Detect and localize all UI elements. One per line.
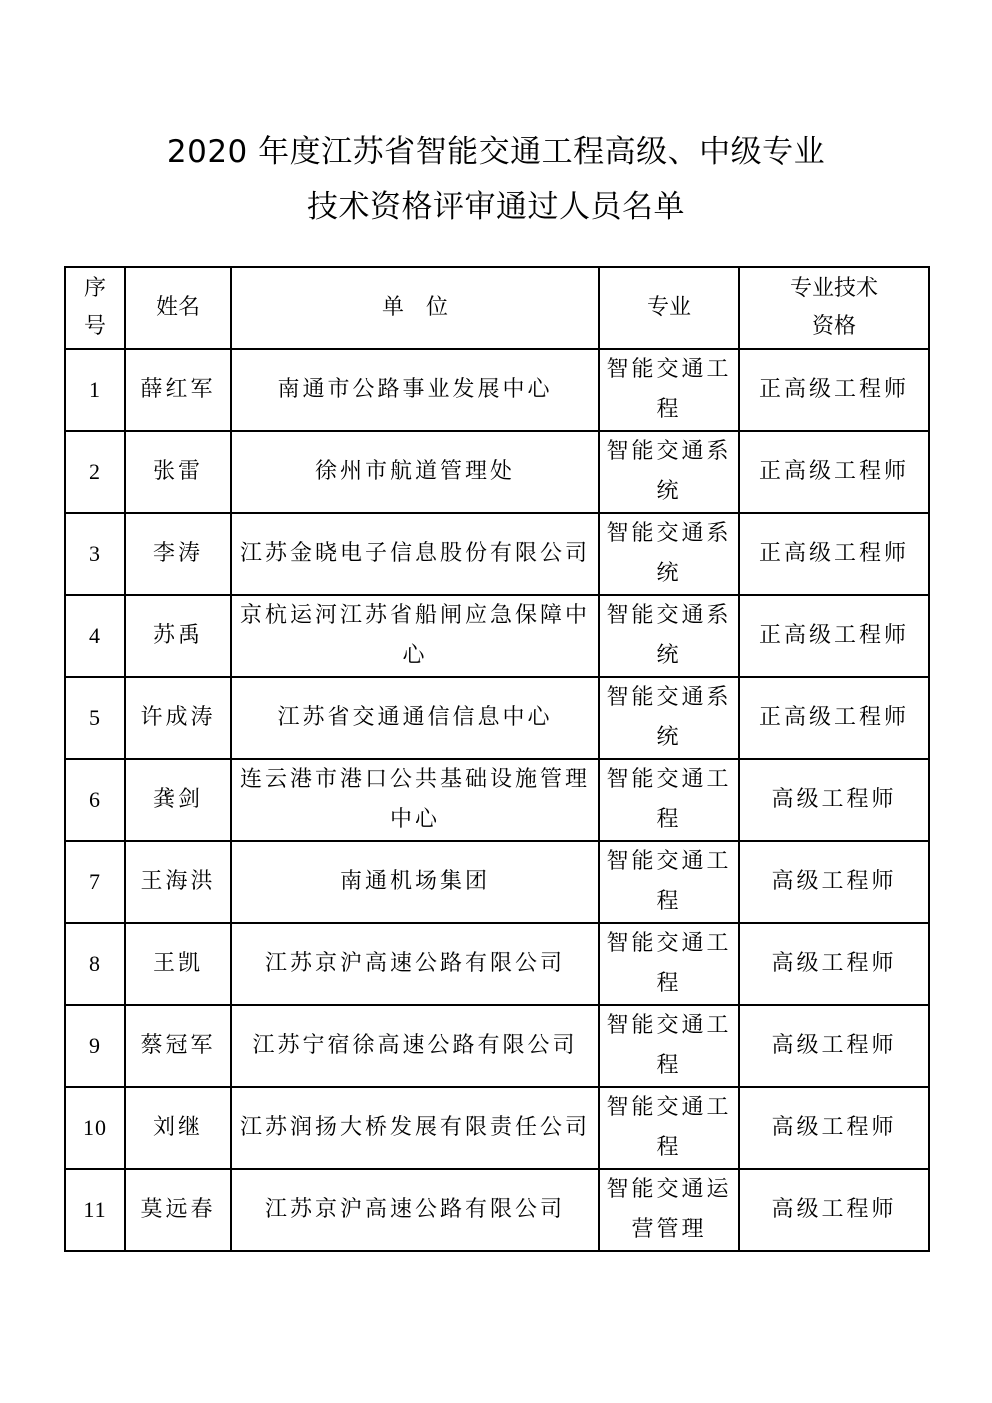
cell-name: 薛红军 <box>125 349 231 431</box>
cell-major: 智能交通系统 <box>599 513 739 595</box>
header-unit: 单 位 <box>231 267 599 349</box>
cell-name: 李涛 <box>125 513 231 595</box>
cell-unit: 京杭运河江苏省船闸应急保障中心 <box>231 595 599 677</box>
table-row <box>65 1169 929 1251</box>
cell-name: 蔡冠军 <box>125 1005 231 1087</box>
cell-name: 刘继 <box>125 1087 231 1169</box>
header-qualification <box>739 267 929 349</box>
cell-qualification: 高级工程师 <box>739 1169 929 1251</box>
cell-seq: 7 <box>65 841 125 923</box>
table-header-row <box>65 267 929 349</box>
cell-seq: 10 <box>65 1087 125 1169</box>
cell-unit: 徐州市航道管理处 <box>231 431 599 513</box>
cell-name: 王凯 <box>125 923 231 1005</box>
cell-major: 智能交通工程 <box>599 759 739 841</box>
cell-seq: 5 <box>65 677 125 759</box>
cell-qualification: 高级工程师 <box>739 759 929 841</box>
table-row <box>65 513 929 595</box>
document-title-line-2: 技术资格评审通过人员名单 <box>307 189 685 225</box>
cell-major: 智能交通系统 <box>599 677 739 759</box>
approved-personnel-table <box>64 266 930 1252</box>
cell-major: 智能交通运营管理 <box>599 1169 739 1251</box>
header-qualification-line-2: 资格 <box>811 314 856 339</box>
cell-seq: 4 <box>65 595 125 677</box>
header-seq-line-1: 序 <box>83 276 106 301</box>
table-row <box>65 923 929 1005</box>
cell-qualification: 正高级工程师 <box>739 595 929 677</box>
table-row <box>65 349 929 431</box>
table-row <box>65 677 929 759</box>
table-row <box>65 841 929 923</box>
cell-seq: 3 <box>65 513 125 595</box>
cell-seq: 1 <box>65 349 125 431</box>
cell-major: 智能交通工程 <box>599 841 739 923</box>
cell-qualification: 正高级工程师 <box>739 513 929 595</box>
cell-unit: 江苏宁宿徐高速公路有限公司 <box>231 1005 599 1087</box>
cell-seq: 9 <box>65 1005 125 1087</box>
table-row <box>65 595 929 677</box>
cell-qualification: 正高级工程师 <box>739 349 929 431</box>
cell-unit: 江苏金晓电子信息股份有限公司 <box>231 513 599 595</box>
cell-seq: 6 <box>65 759 125 841</box>
cell-seq: 11 <box>65 1169 125 1251</box>
table-row <box>65 759 929 841</box>
cell-major: 智能交通工程 <box>599 1087 739 1169</box>
cell-qualification: 正高级工程师 <box>739 677 929 759</box>
cell-major: 智能交通工程 <box>599 1005 739 1087</box>
table-body <box>65 349 929 1251</box>
header-qualification-line-1: 专业技术 <box>789 276 878 301</box>
cell-unit: 南通市公路事业发展中心 <box>231 349 599 431</box>
cell-qualification: 高级工程师 <box>739 841 929 923</box>
cell-qualification: 高级工程师 <box>739 923 929 1005</box>
cell-qualification: 高级工程师 <box>739 1005 929 1087</box>
header-name: 姓名 <box>125 267 231 349</box>
header-seq-line-2: 号 <box>83 314 106 339</box>
cell-unit: 江苏润扬大桥发展有限责任公司 <box>231 1087 599 1169</box>
document-title-line-1: 2020 年度江苏省智能交通工程高级、中级专业 <box>166 134 826 170</box>
cell-unit: 连云港市港口公共基础设施管理中心 <box>231 759 599 841</box>
cell-name: 王海洪 <box>125 841 231 923</box>
cell-major: 智能交通工程 <box>599 349 739 431</box>
cell-qualification: 正高级工程师 <box>739 431 929 513</box>
cell-seq: 8 <box>65 923 125 1005</box>
table-row <box>65 1087 929 1169</box>
table-row <box>65 431 929 513</box>
cell-unit: 江苏京沪高速公路有限公司 <box>231 923 599 1005</box>
header-seq <box>65 267 125 349</box>
cell-major: 智能交通工程 <box>599 923 739 1005</box>
cell-name: 苏禹 <box>125 595 231 677</box>
cell-name: 莫远春 <box>125 1169 231 1251</box>
cell-major: 智能交通系统 <box>599 431 739 513</box>
cell-seq: 2 <box>65 431 125 513</box>
cell-unit: 南通机场集团 <box>231 841 599 923</box>
header-major: 专业 <box>599 267 739 349</box>
table-row <box>65 1005 929 1087</box>
cell-unit: 江苏省交通通信信息中心 <box>231 677 599 759</box>
cell-name: 张雷 <box>125 431 231 513</box>
cell-unit: 江苏京沪高速公路有限公司 <box>231 1169 599 1251</box>
cell-major: 智能交通系统 <box>599 595 739 677</box>
cell-qualification: 高级工程师 <box>739 1087 929 1169</box>
cell-name: 龚剑 <box>125 759 231 841</box>
cell-name: 许成涛 <box>125 677 231 759</box>
